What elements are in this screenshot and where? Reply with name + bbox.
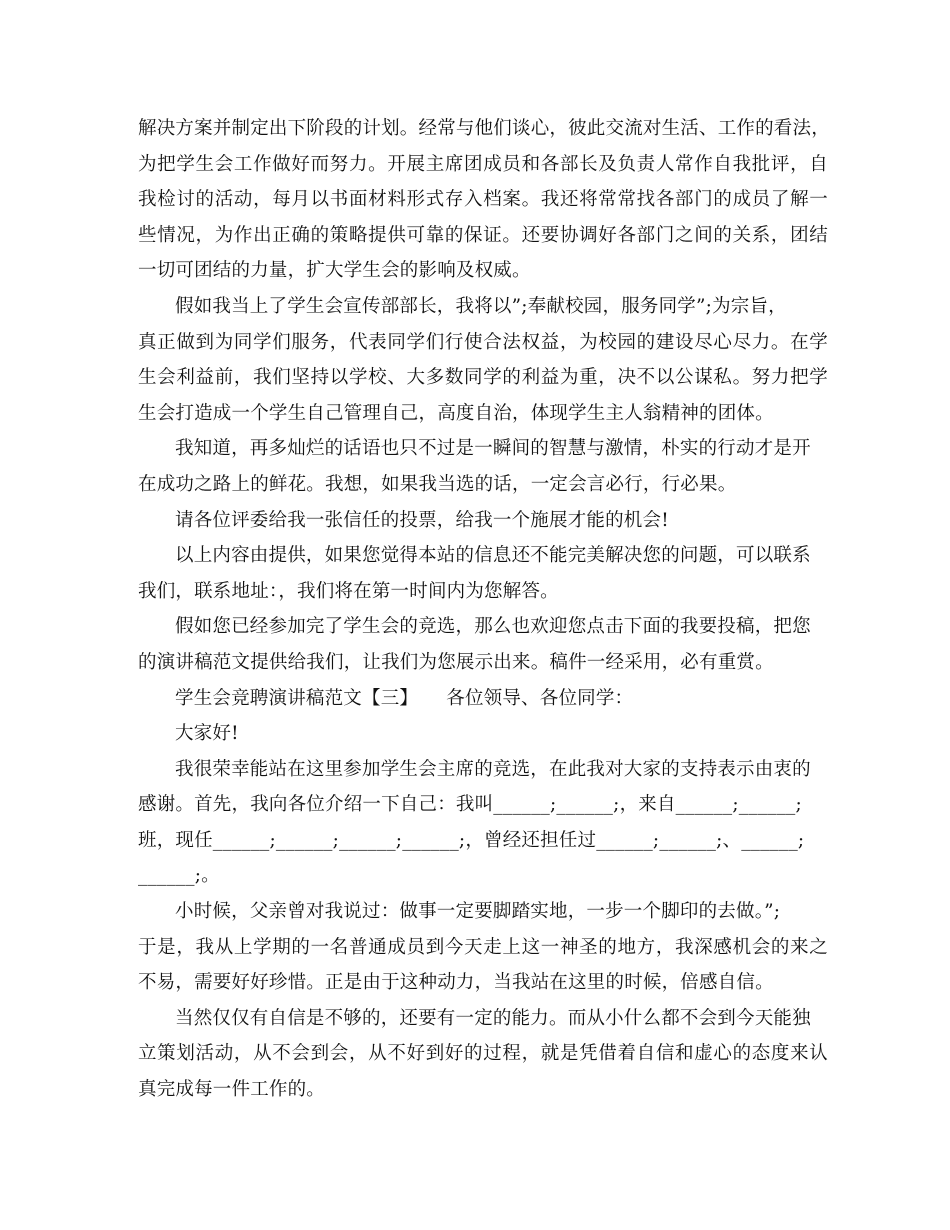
text-line: 于是，我从上学期的一名普通成员到今天走上这一神圣的地方，我深感机会的来之 <box>138 936 828 958</box>
text-line: 解决方案并制定出下阶段的计划。经常与他们谈心，彼此交流对生活、工作的看法， <box>138 118 830 139</box>
paragraph-start-line: 我知道，再多灿烂的话语也只不过是一瞬间的智慧与激情，朴实的行动才是开 <box>175 438 811 460</box>
text-line: ______;。 <box>138 865 220 887</box>
paragraph-start-line: 以上内容由提供，如果您觉得本站的信息还不能完美解决您的问题，可以联系 <box>175 545 811 567</box>
text-line: 的演讲稿范文提供给我们，让我们为您展示出来。稿件一经采用，必有重赏。 <box>138 651 774 673</box>
text-line: 些情况，为作出正确的策略提供可靠的保证。还要协调好各部门之间的关系，团结 <box>138 224 828 246</box>
greeting-line: 大家好! <box>175 723 239 745</box>
text-line: 在成功之路上的鲜花。我想，如果我当选的话，一定会言必行，行必果。 <box>138 473 737 495</box>
paragraph-start-line: 当然仅仅有自信是不够的，还要有一定的能力。而从小什么都不会到今天能独 <box>175 1007 811 1029</box>
text-line: 真正做到为同学们服务，代表同学们行使合法权益，为校园的建设尽心尽力。在学 <box>138 331 828 353</box>
document-body <box>138 111 828 1108</box>
text-line: 班，现任______;______;______;______;，曾经还担任过______;______;、______; <box>138 829 805 851</box>
text-line: 不易，需要好好珍惜。正是由于这种动力，当我站在这里的时候，倍感自信。 <box>138 972 774 994</box>
paragraph-start-line: 我很荣幸能站在这里参加学生会主席的竞选，在此我对大家的支持表示由衷的 <box>175 758 811 780</box>
text-line: 感谢。首先，我向各位介绍一下自己：我叫______;______;，来自______;______; <box>138 794 802 816</box>
text-line: 生会利益前，我们坚持以学校、大多数同学的利益为重，决不以公谋私。努力把学 <box>138 367 828 389</box>
section-heading-line: 学生会竞聘演讲稿范文【三】 各位领导、各位同学： <box>175 687 634 709</box>
paragraph-start-line: 假如您已经参加完了学生会的竞选，那么也欢迎您点击下面的我要投稿，把您 <box>175 616 811 638</box>
text-line: 我检讨的活动，每月以书面材料形式存入档案。我还将常常找各部门的成员了解一 <box>138 189 828 211</box>
text-line: 我们，联系地址：，我们将在第一时间内为您解答。 <box>138 580 559 602</box>
paragraph-start-line: 假如我当上了学生会宣传部部长，我将以”;奉献校园，服务同学”;为宗旨， <box>175 295 787 317</box>
text-line: 立策划活动，从不会到会，从不好到好的过程，就是凭借着自信和虚心的态度来认 <box>138 1043 828 1065</box>
text-line: 为把学生会工作做好而努力。开展主席团成员和各部长及负责人常作自我批评，自 <box>138 153 828 175</box>
paragraph-start-line: 小时候，父亲曾对我说过：做事一定要脚踏实地，一步一个脚印的去做。”; <box>175 901 781 923</box>
text-line: 一切可团结的力量，扩大学生会的影响及权威。 <box>138 260 531 282</box>
text-line: 生会打造成一个学生自己管理自己，高度自治，体现学生主人翁精神的团体。 <box>138 402 774 424</box>
paragraph-start-line: 请各位评委给我一张信任的投票，给我一个施展才能的机会! <box>175 509 669 531</box>
text-line: 真完成每一件工作的。 <box>138 1079 326 1101</box>
